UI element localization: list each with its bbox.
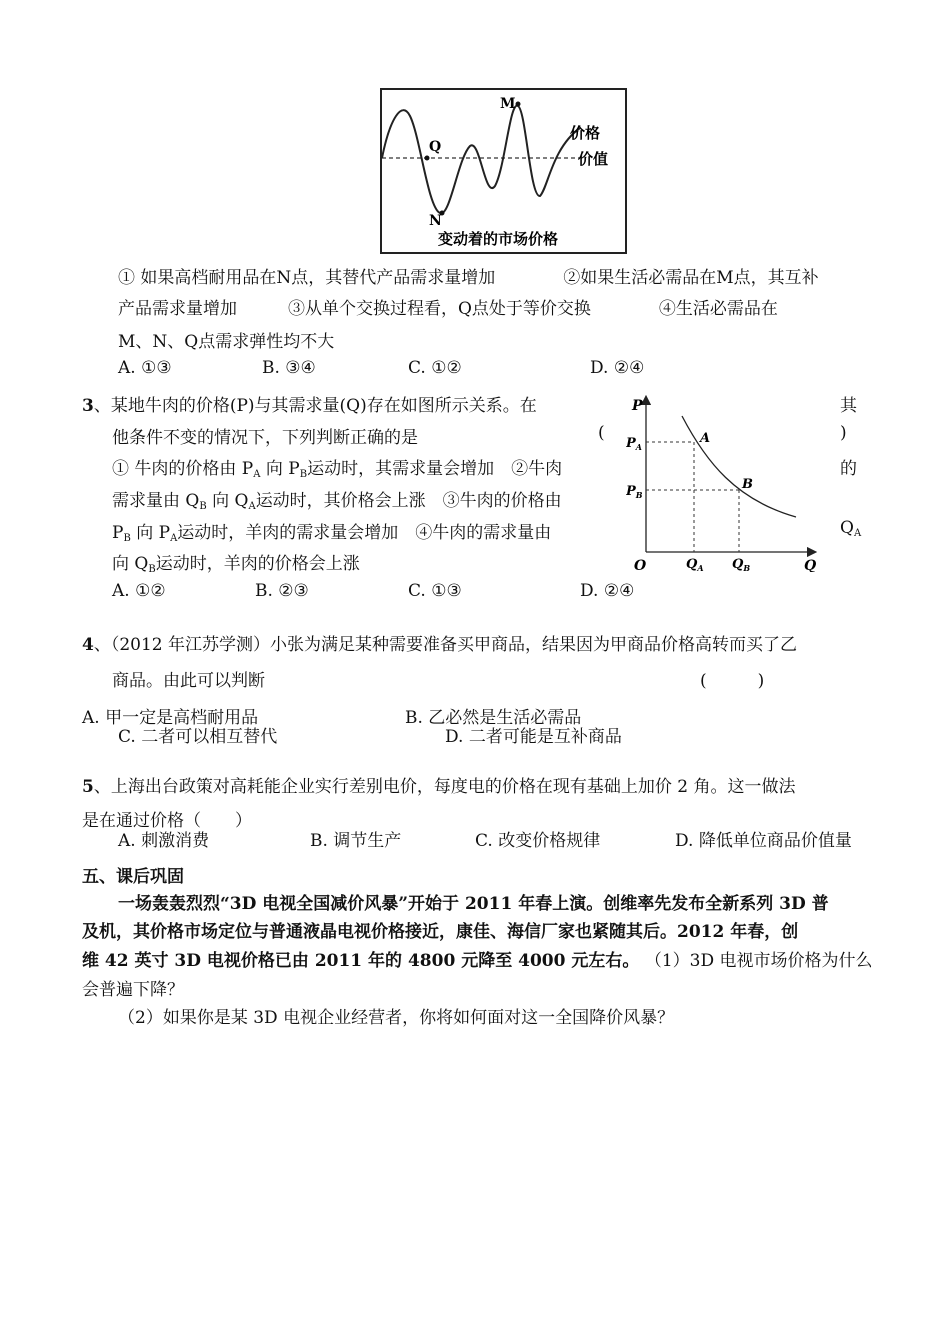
q-axis-label: Q [804, 558, 817, 572]
section-para-line4: 会普遍下降？ [82, 980, 184, 1000]
q3-option-c[interactable]: C. ①③ [408, 581, 462, 601]
market-price-figure [380, 88, 627, 254]
label-q: Q [429, 139, 442, 155]
q3-line5-end: $Q_A$ [840, 518, 862, 539]
q2-option-d[interactable]: D. ②④ [590, 358, 645, 378]
pa-label: $P_A$ [626, 436, 642, 452]
q4-option-a[interactable]: A. 甲一定是高档耐用品 [82, 708, 259, 728]
q3-option-d[interactable]: D. ②④ [580, 581, 635, 601]
q4-number: 4 [82, 635, 94, 655]
q3-option-b[interactable]: B. ②③ [255, 581, 309, 601]
section-para-line2: 及机，其价格市场定位与普通液晶电视价格接近，康佳、海信厂家也紧随其后。2012 年春，创 [82, 922, 799, 942]
q2-option-a[interactable]: A. ①③ [118, 358, 172, 378]
figure-frame [381, 89, 626, 253]
q5-number: 5 [82, 777, 94, 797]
q3-line5: $P_B$ 向 $P_A$运动时，羊肉的需求量会增加 ④牛肉的需求量由 [112, 523, 552, 544]
label-m: M [500, 96, 516, 112]
q3-line3: ① 牛肉的价格由 $P_A$ 向 $P_B$运动时，其需求量会增加 ②牛肉 [112, 459, 563, 480]
section-question-2: （2）如果你是某 3D 电视企业经营者，你将如何面对这一全国降价风暴？ [118, 1008, 675, 1028]
point-b-label: B [742, 477, 753, 492]
q4-line2: 商品。由此可以判断 [112, 671, 265, 691]
q4-option-d[interactable]: D. 二者可能是互补商品 [445, 727, 622, 747]
q4-option-c[interactable]: C. 二者可以相互替代 [118, 727, 278, 747]
q5-line1: 5、上海出台政策对高耗能企业实行差别电价，每度电的价格在现有基础上加价 2 角。这一做法 [82, 777, 796, 797]
q4-answer-paren: ( ) [700, 671, 765, 691]
demand-curve-figure [626, 392, 822, 572]
label-n: N [429, 213, 442, 229]
figure-caption: 变动着的市场价格 [438, 230, 559, 248]
label-value: 价值 [578, 150, 609, 168]
q5-option-b[interactable]: B. 调节生产 [310, 831, 402, 851]
q3-answer-paren-open: ( [598, 423, 605, 443]
section-title: 五、课后巩固 [82, 867, 184, 887]
q5-option-c[interactable]: C. 改变价格规律 [475, 831, 601, 851]
qa-label: $Q_A$ [686, 557, 704, 572]
q2-line3: M、N、Q点需求弹性均不大 [118, 332, 335, 352]
qb-label: $Q_B$ [732, 557, 751, 572]
section-para-line1: 一场轰轰烈烈“3D 电视全国减价风暴”开始于 2011 年春上演。创维率先发布全新系列 3D 普 [118, 894, 829, 914]
point-q [425, 156, 430, 161]
q3-line3-end: 的 [840, 459, 857, 479]
q3-line6: 向 $Q_B$运动时，羊肉的价格会上涨 [112, 554, 360, 575]
q3-line1-end: 其 [840, 396, 857, 416]
point-m [516, 102, 521, 107]
origin-label: O [634, 558, 647, 572]
q2-option-c[interactable]: C. ①② [408, 358, 462, 378]
q3-number: 3 [82, 396, 94, 416]
section-para-line3: 维 42 英寸 3D 电视价格已由 2011 年的 4800 元降至 4000 元左右。 （1）3D 电视市场价格为什么 [82, 951, 873, 971]
q2-option-b[interactable]: B. ③④ [262, 358, 316, 378]
q3-line2: 他条件不变的情况下，下列判断正确的是 [112, 428, 418, 448]
q5-option-a[interactable]: A. 刺激消费 [118, 831, 210, 851]
label-price: 价格 [570, 124, 601, 142]
pb-label: $P_B$ [626, 484, 643, 500]
q3-line1: 3、某地牛肉的价格(P)与其需求量(Q)存在如图所示关系。在 [82, 396, 537, 416]
q3-option-a[interactable]: A. ①② [112, 581, 166, 601]
q2-line2: 产品需求量增加 ③从单个交换过程看，Q点处于等价交换 ④生活必需品在 [118, 299, 778, 319]
q5-line2: 是在通过价格（ ） [82, 811, 252, 831]
q5-option-d[interactable]: D. 降低单位商品价值量 [675, 831, 852, 851]
q3-answer-paren-close: ) [840, 423, 847, 443]
q2-line1: ① 如果高档耐用品在N点，其替代产品需求量增加 ②如果生活必需品在M点，其互补 [118, 268, 819, 288]
q4-option-b[interactable]: B. 乙必然是生活必需品 [405, 708, 582, 728]
point-a-label: A [700, 431, 711, 446]
q4-line1: 4、（2012 年江苏学测）小张为满足某种需要准备买甲商品，结果因为甲商品价格高转而买了乙 [82, 635, 798, 655]
q3-line4: 需求量由 $Q_B$ 向 $Q_A$运动时，其价格会上涨 ③牛肉的价格由 [112, 491, 562, 512]
p-axis-label: P [632, 398, 643, 414]
